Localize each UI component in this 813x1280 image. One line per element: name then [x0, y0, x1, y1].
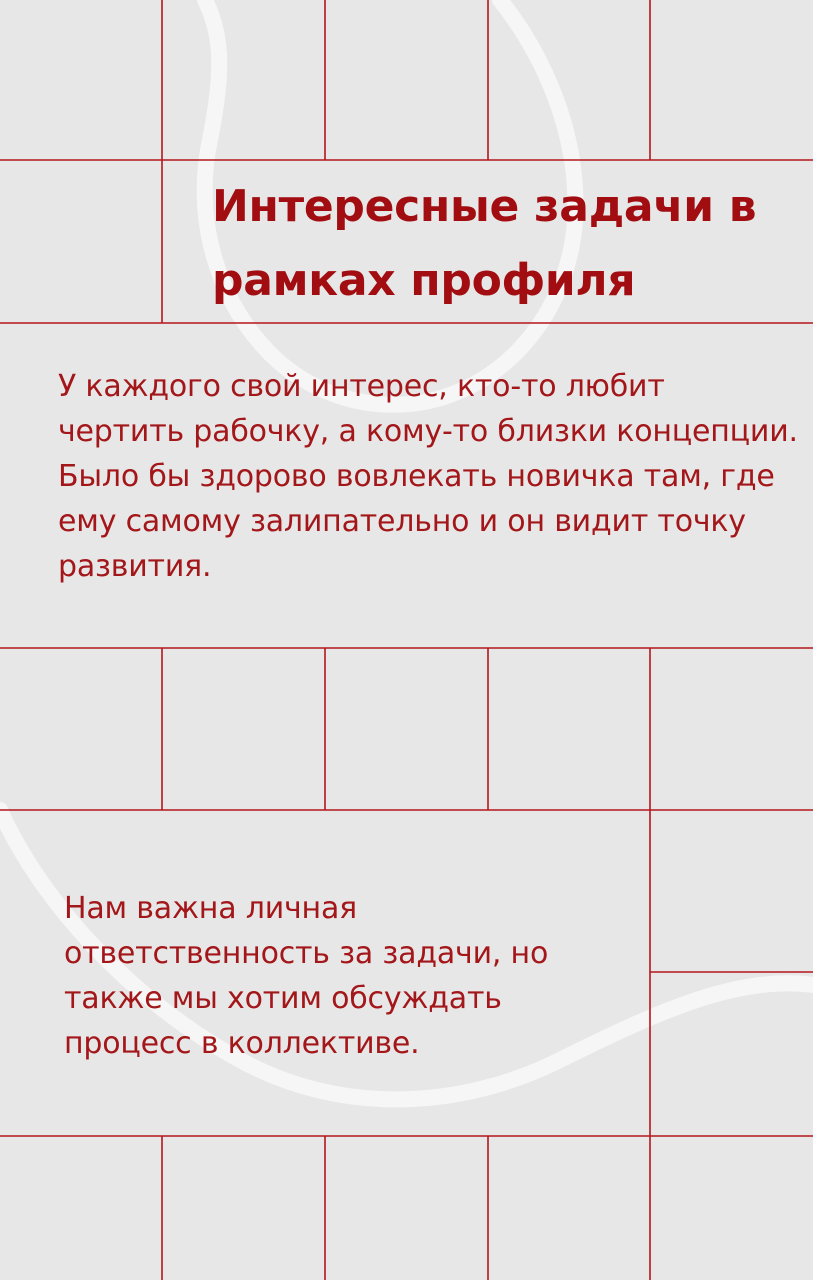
- paragraph-responsibility: Нам важна личная ответственность за задачи, но также мы хотим обсуждать процесс в коллективе.: [64, 891, 549, 1061]
- paragraph-interest: У каждого свой интерес, кто-то любит чертить рабочку, а кому-то близки концепции. Было бы здорово вовлекать новичка там, где ему самому залипательно и он видит точку развития.: [58, 369, 798, 584]
- slide-title: Интересные задачи в рамках профиля: [212, 181, 757, 306]
